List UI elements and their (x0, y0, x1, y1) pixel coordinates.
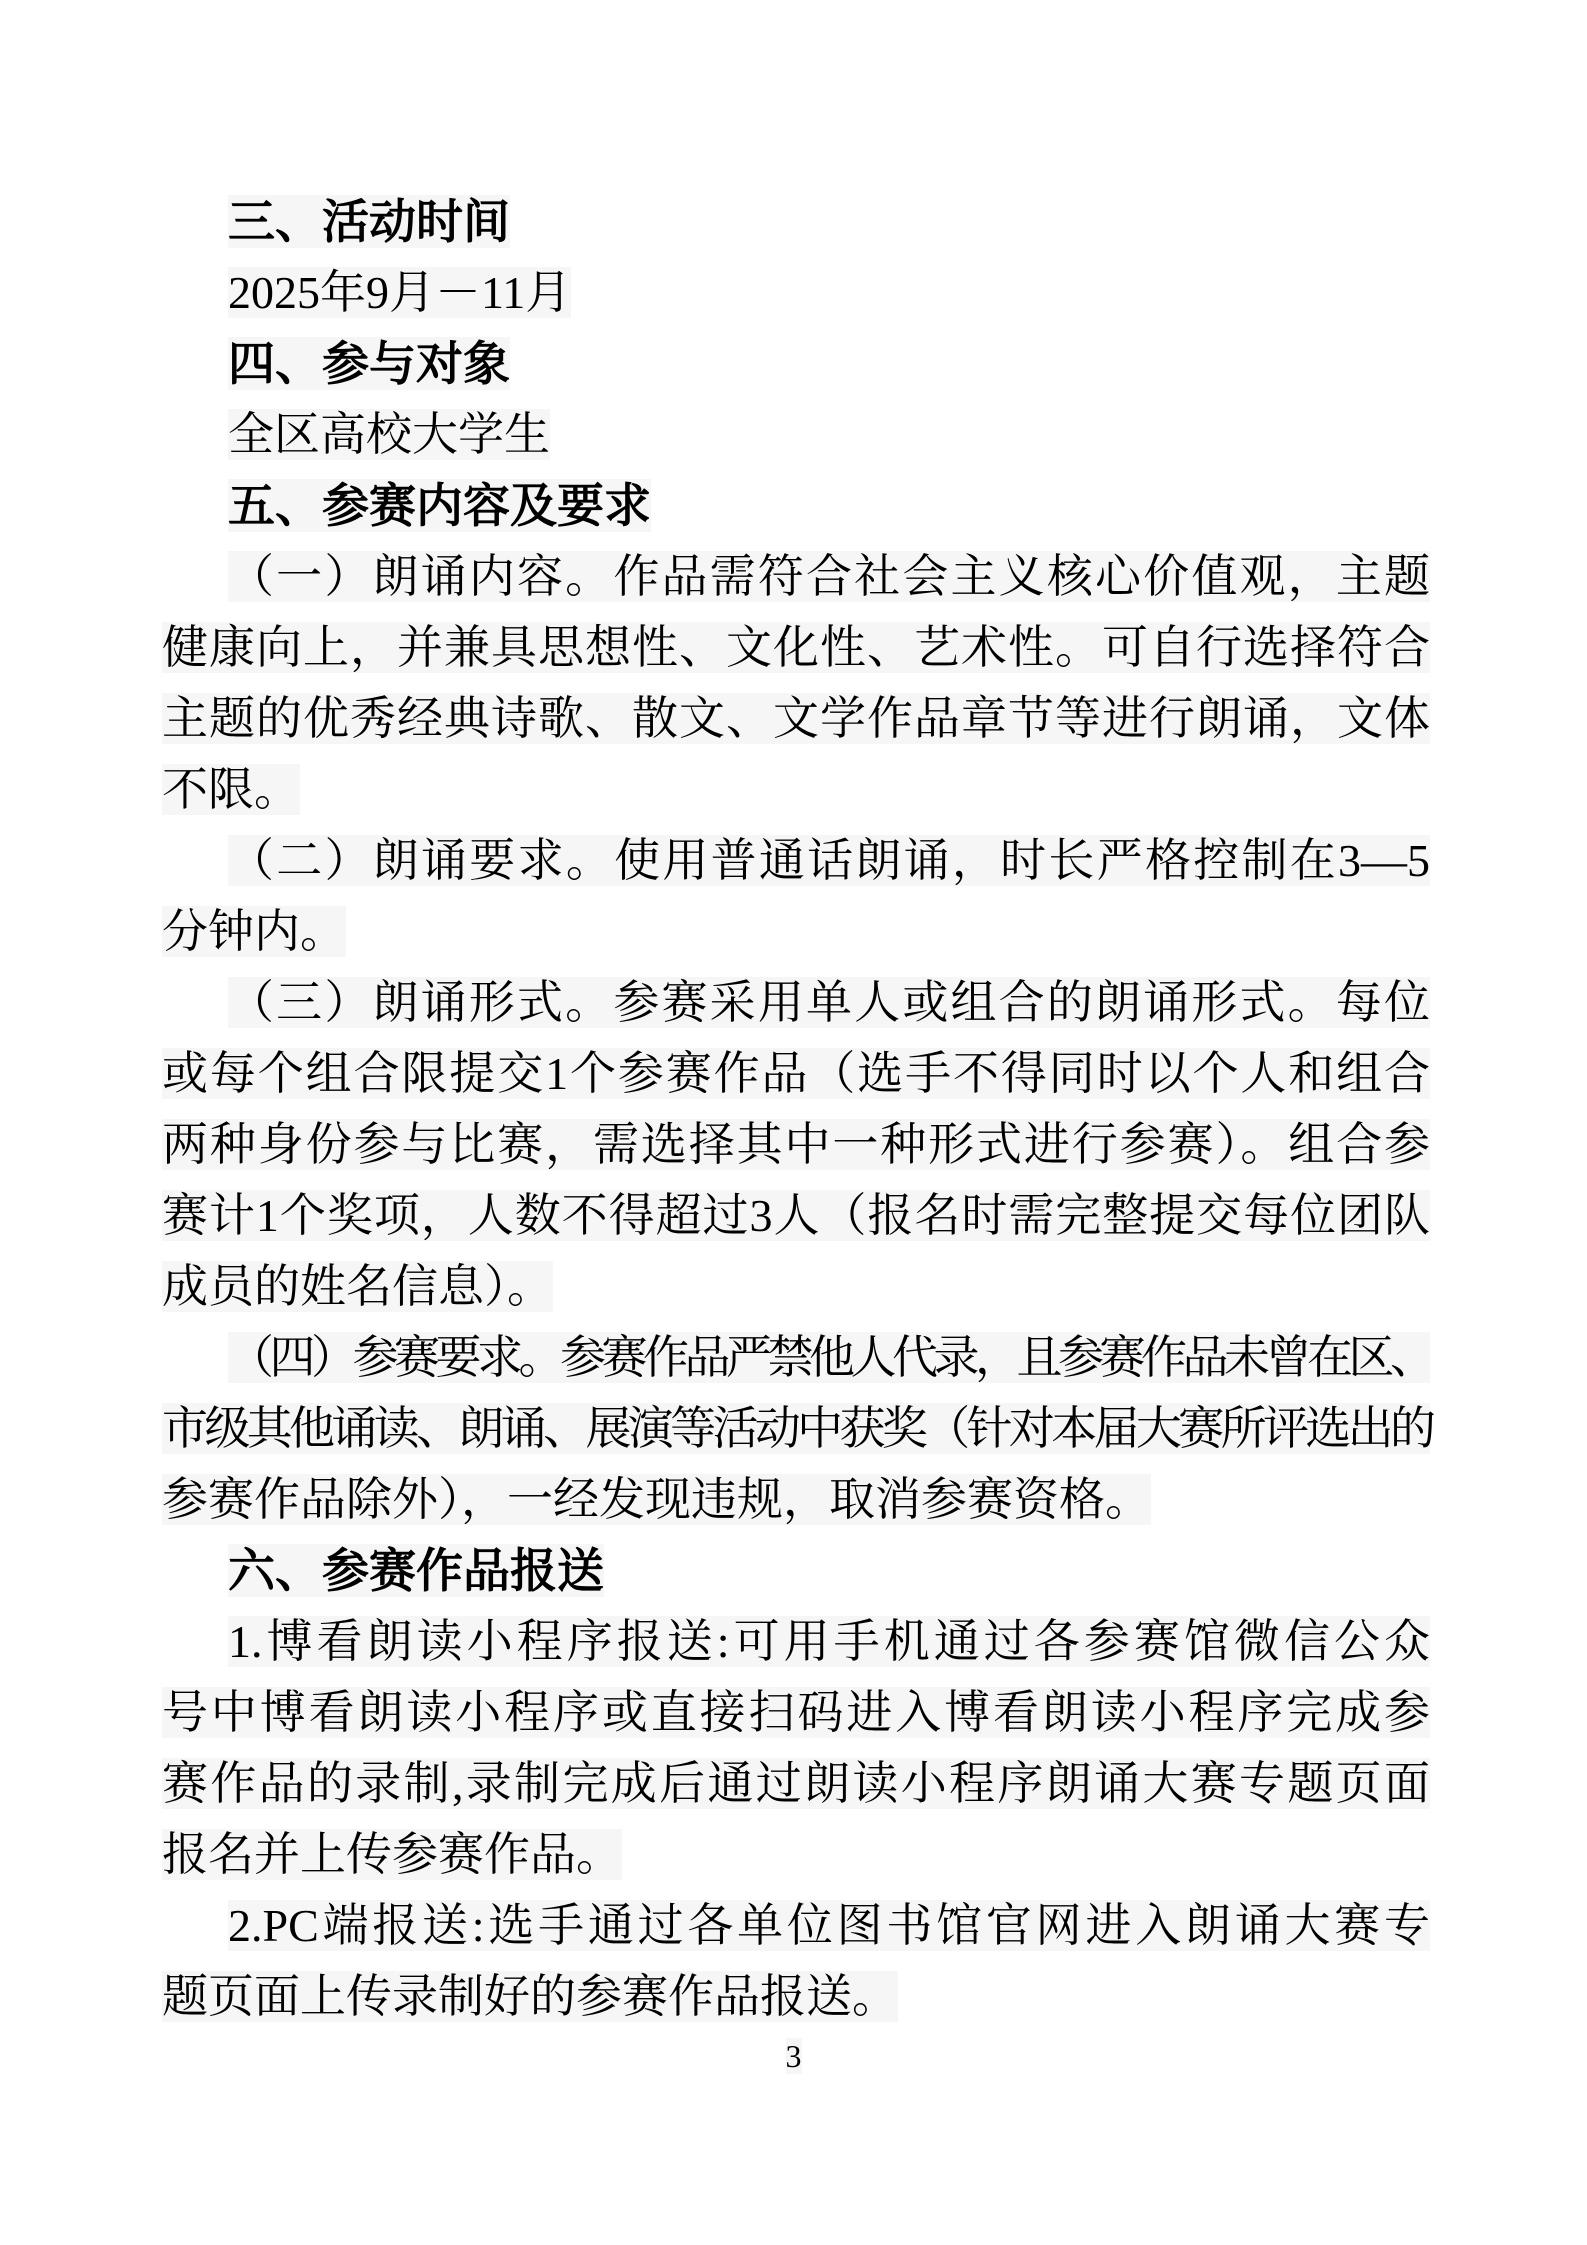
paragraph-line-text: 2025年9月－11月 (228, 267, 572, 318)
paragraph-line-text: 分钟内。 (162, 906, 346, 957)
paragraph-line (162, 967, 1430, 1038)
paragraph-line-text: 两种身份参与比赛，需选择其中一种形式进行参赛）。组合参 (162, 1119, 1430, 1170)
paragraph-line (162, 825, 1430, 896)
section-heading (162, 1535, 1430, 1606)
page-footer (0, 2038, 1587, 2075)
paragraph-line (162, 1606, 1430, 1677)
paragraph-line (162, 1038, 1430, 1109)
document-body (162, 186, 1430, 2032)
section-heading-text: 六、参赛作品报送 (228, 1544, 604, 1597)
paragraph-line-text: （四）参赛要求。参赛作品严禁他人代录，且参赛作品未曾在区、 (228, 1332, 1430, 1383)
paragraph-line (162, 1819, 1430, 1890)
paragraph-line-text: 或每个组合限提交1个参赛作品（选手不得同时以个人和组合 (162, 1048, 1430, 1099)
paragraph-line (162, 1961, 1430, 2032)
paragraph-line (162, 1464, 1430, 1535)
paragraph-line (162, 1890, 1430, 1961)
paragraph-line-text: 1.博看朗读小程序报送:可用手机通过各参赛馆微信公众 (228, 1616, 1430, 1667)
paragraph-line-text: 参赛作品除外），一经发现违规，取消参赛资格。 (162, 1474, 1151, 1525)
paragraph-line-text: （三）朗诵形式。参赛采用单人或组合的朗诵形式。每位 (228, 977, 1430, 1028)
paragraph-line-text: 主题的优秀经典诗歌、散文、文学作品章节等进行朗诵，文体 (162, 693, 1430, 744)
paragraph-line (162, 683, 1430, 754)
section-heading-text: 五、参赛内容及要求 (228, 479, 651, 532)
section-heading (162, 186, 1430, 257)
paragraph-line-text: 2.PC端报送:选手通过各单位图书馆官网进入朗诵大赛专 (228, 1900, 1430, 1951)
paragraph-line-text: 健康向上，并兼具思想性、文化性、艺术性。可自行选择符合 (162, 622, 1430, 673)
section-heading (162, 470, 1430, 541)
paragraph-line-text: 报名并上传参赛作品。 (162, 1829, 622, 1880)
paragraph-line (162, 1322, 1430, 1393)
paragraph-line-text: 号中博看朗读小程序或直接扫码进入博看朗读小程序完成参 (162, 1687, 1430, 1738)
page-number: 3 (785, 2038, 802, 2074)
section-heading (162, 328, 1430, 399)
paragraph-line (162, 1677, 1430, 1748)
paragraph-line-text: 不限。 (162, 764, 300, 815)
section-heading-text: 四、参与对象 (228, 337, 510, 390)
paragraph-line (162, 1109, 1430, 1180)
paragraph-line (162, 257, 1430, 328)
paragraph-line-text: （二）朗诵要求。使用普通话朗诵，时长严格控制在3—5 (228, 835, 1430, 886)
paragraph-line-text: 全区高校大学生 (228, 409, 550, 460)
paragraph-line-text: 题页面上传录制好的参赛作品报送。 (162, 1971, 898, 2022)
paragraph-line (162, 612, 1430, 683)
paragraph-line (162, 1748, 1430, 1819)
paragraph-line (162, 1251, 1430, 1322)
paragraph-line-text: （一）朗诵内容。作品需符合社会主义核心价值观，主题 (228, 551, 1430, 602)
paragraph-line (162, 1180, 1430, 1251)
paragraph-line-text: 市级其他诵读、朗诵、展演等活动中获奖（针对本届大赛所评选出的 (162, 1403, 1430, 1454)
paragraph-line (162, 754, 1430, 825)
paragraph-line (162, 1393, 1430, 1464)
paragraph-line (162, 896, 1430, 967)
section-heading-text: 三、活动时间 (228, 195, 510, 248)
paragraph-line-text: 成员的姓名信息）。 (162, 1261, 553, 1312)
paragraph-line (162, 399, 1430, 470)
paragraph-line-text: 赛作品的录制,录制完成后通过朗读小程序朗诵大赛专题页面 (162, 1758, 1430, 1809)
paragraph-line-text: 赛计1个奖项，人数不得超过3人（报名时需完整提交每位团队 (162, 1190, 1430, 1241)
paragraph-line (162, 541, 1430, 612)
